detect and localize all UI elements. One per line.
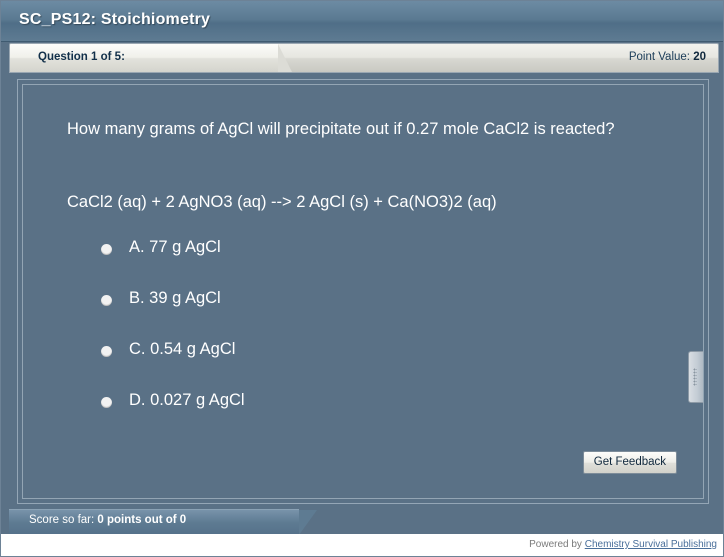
question-counter: Question 1 of 5:: [38, 51, 125, 63]
powered-by-label: Powered by: [529, 539, 582, 550]
answer-choice-b[interactable]: [101, 281, 641, 332]
get-feedback-button[interactable]: Get Feedback: [583, 451, 677, 474]
answer-choice-label: B. 39 g AgCl: [129, 289, 221, 307]
question-panel-inner: [22, 84, 704, 499]
score-value: 0 points out of 0: [97, 514, 187, 526]
answer-choice-d[interactable]: [101, 383, 641, 434]
score-text: [29, 514, 186, 526]
answer-choice-list: [101, 230, 641, 434]
radio-button-icon[interactable]: [101, 397, 112, 408]
question-header-bar: [9, 43, 719, 73]
question-prompt: How many grams of AgCl will precipitate out if 0.27 mole CaCl2 is reacted?: [67, 120, 615, 138]
radio-button-icon[interactable]: [101, 346, 112, 357]
point-value: [629, 51, 706, 63]
point-value-label: Point Value:: [628, 51, 690, 63]
question-panel: [17, 79, 709, 504]
title-bar: [1, 1, 724, 42]
answer-choice-label: A. 77 g AgCl: [129, 238, 221, 256]
scroll-handle[interactable]: [688, 351, 703, 403]
publisher-link[interactable]: Chemistry Survival Publishing: [584, 539, 717, 550]
footer-bar: [1, 534, 724, 556]
score-bar: [9, 509, 717, 534]
radio-button-icon[interactable]: [101, 244, 112, 255]
point-value-number: 20: [693, 51, 706, 63]
answer-choice-a[interactable]: [101, 230, 641, 281]
footer-credit: [529, 539, 717, 550]
answer-choice-label: D. 0.027 g AgCl: [129, 391, 245, 409]
grip-dots-icon: [693, 368, 697, 386]
chemical-equation: CaCl2 (aq) + 2 AgNO3 (aq) --> 2 AgCl (s) + Ca(NO3)2 (aq): [67, 193, 497, 211]
score-label: Score so far:: [29, 514, 95, 526]
window-title: SC_PS12: Stoichiometry: [19, 11, 211, 28]
answer-choice-label: C. 0.54 g AgCl: [129, 340, 236, 358]
radio-button-icon[interactable]: [101, 295, 112, 306]
answer-choice-c[interactable]: [101, 332, 641, 383]
